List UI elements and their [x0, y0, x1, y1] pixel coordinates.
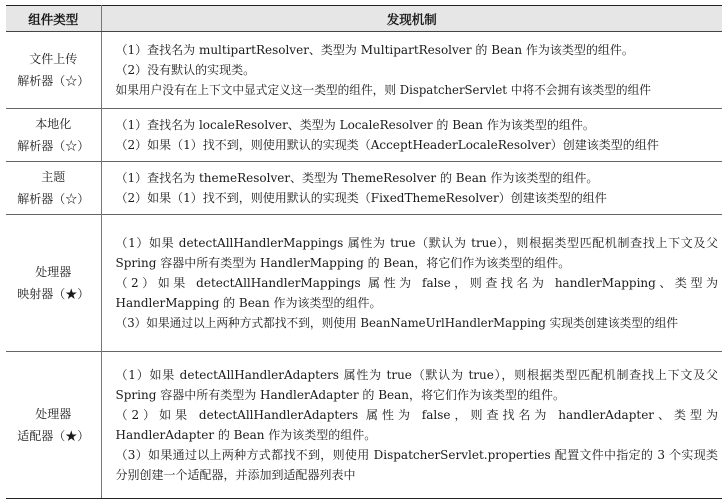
- discovery-rule: （1）查找名为 localeResolver、类型为 LocaleResolver 的 Bean 作为该类型的组件。: [115, 118, 595, 132]
- discovery-rules-cell: [101, 215, 722, 352]
- discovery-rule: （1）如果 detectAllHandlerAdapters 属性为 true（默认为 true），则根据类型匹配机制查找上下文及父 Spring 容器中所有类型为 HandlerAdapter 的 Bean，将它们作为该类型的组件。: [115, 368, 718, 402]
- table-row-locale-resolver: [6, 109, 722, 162]
- table-row-multipart-resolver: [6, 32, 722, 109]
- discovery-rule: （1）如果 detectAllHandlerMappings 属性为 true（默认为 true），则根据类型匹配机制查找上下文及父 Spring 容器中所有类型为 HandlerMapping 的 Bean，将它们作为该类型的组件。: [115, 236, 718, 270]
- discovery-rules-cell: [101, 162, 722, 215]
- table-row-handler-mapping: [6, 215, 722, 352]
- component-type-line: 本地化: [35, 117, 72, 131]
- discovery-rule: （2）没有默认的实现类。: [115, 63, 256, 77]
- component-type-line: 处理器: [35, 407, 72, 421]
- component-type-line: 映射器（★）: [17, 287, 90, 301]
- discovery-rule: （2）如果（1）找不到，则使用默认的实现类（FixedThemeResolver）创建该类型的组件: [115, 191, 607, 205]
- table-header-row: [6, 6, 722, 32]
- component-type-cell: [6, 32, 101, 109]
- discovery-rules-cell: [101, 352, 722, 499]
- discovery-rules-cell: [101, 109, 722, 162]
- header-discovery-mechanism: 发现机制: [101, 6, 722, 32]
- discovery-rule: （3）如果通过以上两种方式都找不到，则使用 BeanNameUrlHandlerMapping 实现类创建该类型的组件: [115, 316, 679, 330]
- component-type-line: 解析器（☆）: [17, 192, 90, 206]
- discovery-rule: （1）查找名为 multipartResolver、类型为 MultipartResolver 的 Bean 作为该类型的组件。: [115, 43, 634, 57]
- discovery-rules-cell: [101, 32, 722, 109]
- discovery-rule: 如果用户没有在上下文中显式定义这一类型的组件，则 DispatcherServlet 中将不会拥有该类型的组件: [115, 83, 651, 97]
- component-discovery-table: [6, 5, 722, 499]
- component-type-cell: [6, 215, 101, 352]
- component-type-line: 处理器: [35, 265, 72, 279]
- discovery-rule: （1）查找名为 themeResolver、类型为 ThemeResolver 的 Bean 作为该类型的组件。: [115, 171, 599, 185]
- component-type-line: 文件上传: [29, 52, 78, 66]
- table-row-theme-resolver: [6, 162, 722, 215]
- discovery-rule: （2）如果 detectAllHandlerMappings 属性为 false，则查找名为 handlerMapping、类型为 HandlerMapping 的 Bean 作为该类型的组件。: [115, 276, 718, 310]
- component-type-cell: [6, 352, 101, 499]
- discovery-rule: （3）如果通过以上两种方式都找不到，则使用 DispatcherServlet.properties 配置文件中指定的 3 个实现类分别创建一个适配器，并添加到适配器列表中: [115, 448, 718, 482]
- header-component-type: 组件类型: [6, 6, 101, 32]
- component-type-cell: [6, 109, 101, 162]
- component-type-cell: [6, 162, 101, 215]
- discovery-rule: （2）如果（1）找不到，则使用默认的实现类（AcceptHeaderLocaleResolver）创建该类型的组件: [115, 138, 659, 152]
- component-type-line: 主题: [41, 170, 66, 184]
- component-type-line: 解析器（☆）: [17, 74, 90, 88]
- component-type-line: 解析器（☆）: [17, 139, 90, 153]
- discovery-rule: （2）如果 detectAllHandlerAdapters 属性为 false，则查找名为 handlerAdapter、类型为 HandlerAdapter 的 Bean 作为该类型的组件。: [115, 408, 718, 442]
- table-row-handler-adapter: [6, 352, 722, 499]
- component-type-line: 适配器（★）: [17, 429, 90, 443]
